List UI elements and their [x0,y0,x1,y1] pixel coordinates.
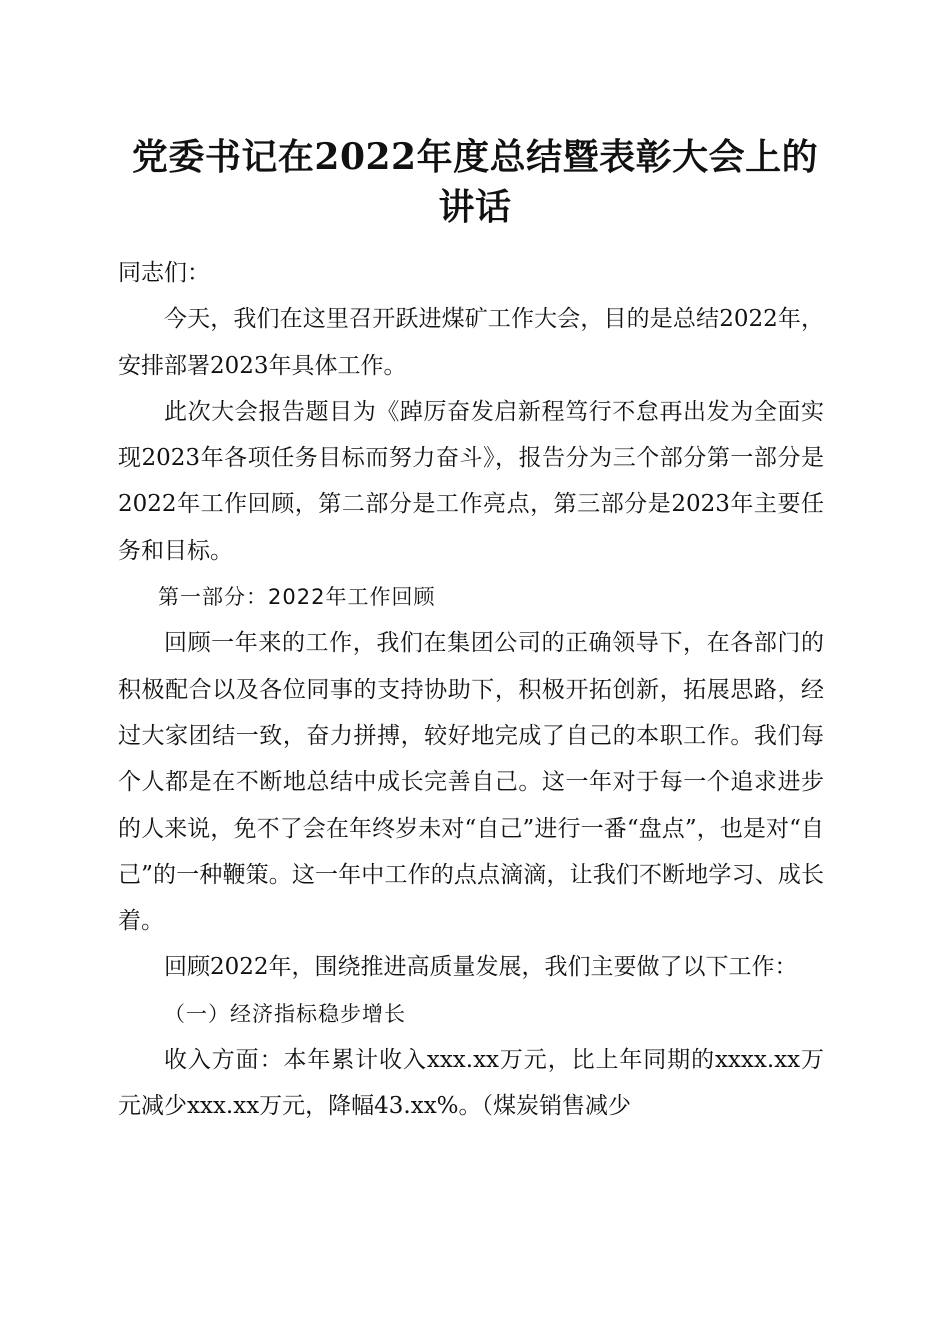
paragraph-income: 收入方面：本年累计收入xxx.xx万元，比上年同期的xxxx.xx万元减少xxx.xx万元，降幅43.xx%。（煤炭销售减少 [118,1047,824,1120]
paragraph-opening: 今天，我们在这里召开跃进煤矿工作大会，目的是总结2022年，安排部署2023年具体工作。 [118,306,824,379]
document-title: 党委书记在2022年度总结暨表彰大会上的讲话 [131,136,819,228]
section-heading: 第一部分：2022年工作回顾 [158,585,436,610]
paragraph-review-intro: 回顾2022年，围绕推进高质量发展，我们主要做了以下工作： [164,954,798,981]
salutation: 同志们： [118,260,210,286]
paragraph-report-structure: 此次大会报告题目为《踔厉奋发启新程笃行不怠再出发为全面实现2023年各项任务目标而努力奋斗》，报告分为三个部分第一部分是2022年工作回顾，第二部分是工作亮点，第三部分是2023年主要任务和目标。 [118,398,824,564]
paragraph-review: 回顾一年来的工作，我们在集团公司的正确领导下，在各部门的积极配合以及各位同事的支持协助下，积极开拓创新，拓展思路，经过大家团结一致，奋力拼搏，较好地完成了自己的本职工作。我们每个人都是在不断地总结中成长完善自己。这一年对于每一个追求进步的人来说，免不了会在年终岁未对“自己”进行一番“盘点”，也是对“自己”的一种鞭策。这一年中工作的点点滴滴，让我们不断地学习、成长着。 [118,630,824,935]
document-body [118,250,824,1130]
subsection-heading: （一）经济指标稳步增长 [164,1001,406,1026]
